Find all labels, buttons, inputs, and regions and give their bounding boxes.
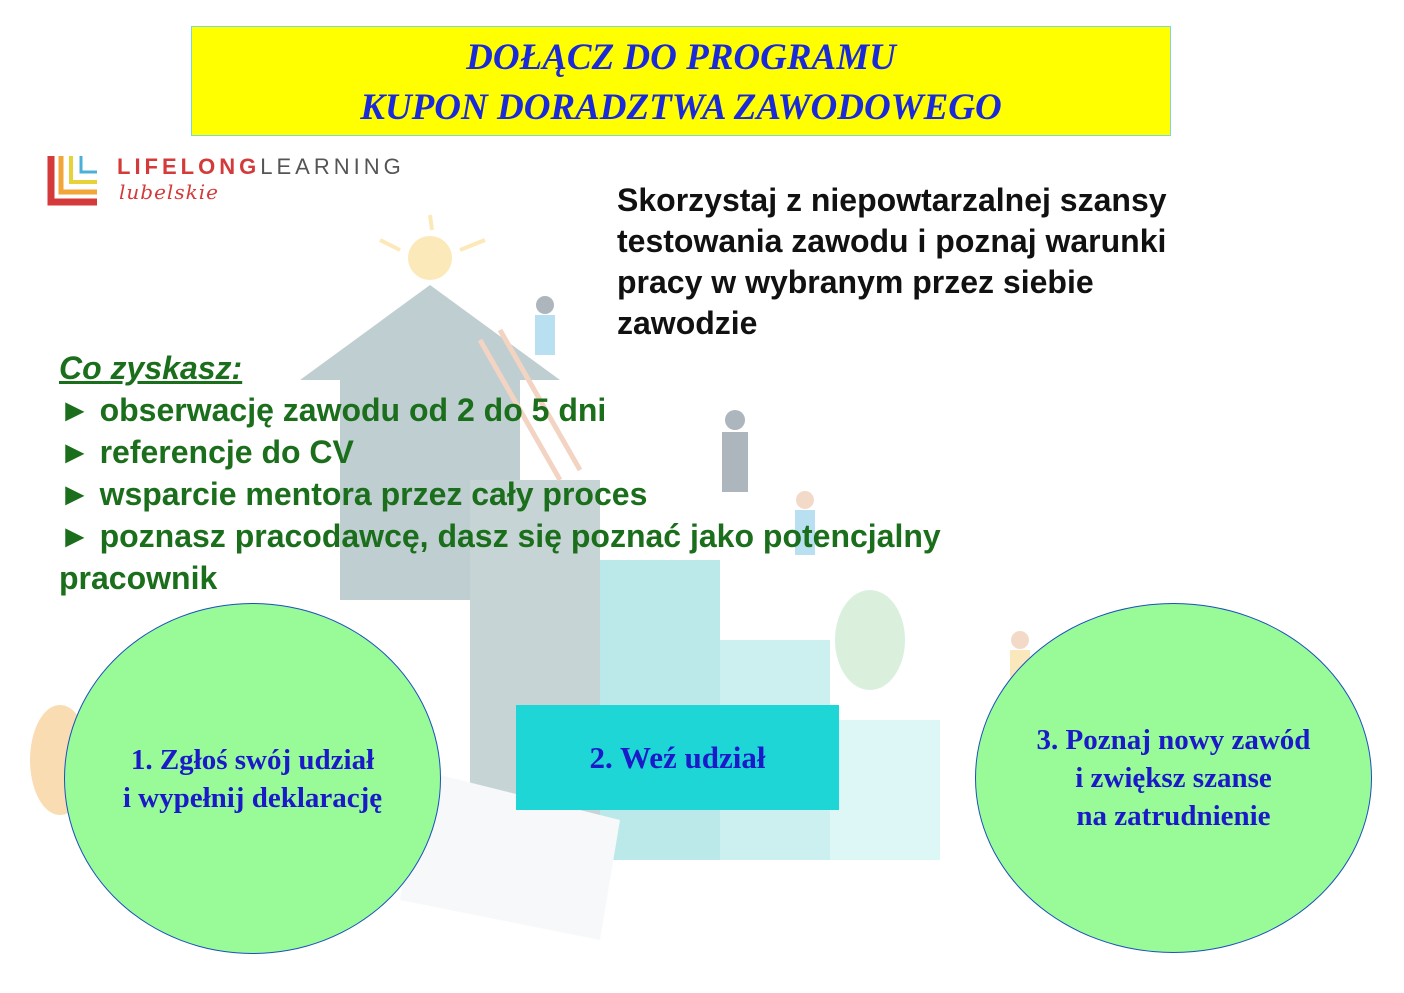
benefit-item: pracownik (59, 560, 218, 596)
step-2-box (516, 705, 839, 810)
lightbulb-icon (408, 236, 452, 280)
benefits-list (59, 347, 1139, 599)
person-icon (536, 296, 554, 314)
step-3-line-1: 3. Poznaj nowy zawód (1036, 724, 1311, 756)
step-3-line-3: na zatrudnienie (1076, 800, 1271, 832)
step-3-line-2: i zwiększ szanse (1075, 762, 1272, 794)
title-line-1: DOŁĄCZ DO PROGRAMU (466, 37, 896, 78)
step-1-line-2: i wypełnij deklarację (122, 781, 383, 814)
leaf-shape (835, 590, 905, 690)
benefit-item: ► poznasz pracodawcę, dasz się poznać jako potencjalny (59, 518, 941, 554)
step-2-label: 2. Weź udział (589, 739, 766, 775)
title-line-2: KUPON DORADZTWA ZAWODOWEGO (360, 87, 1002, 128)
logo-mark-icon (47, 152, 103, 208)
logo-part-2: LONG (180, 154, 261, 179)
program-title-banner (191, 26, 1171, 136)
logo-part-1: LIFE (117, 154, 181, 179)
intro-text (617, 180, 1297, 344)
step-3-circle (975, 603, 1372, 953)
step-1-line-1: 1. Zgłoś swój udział (130, 743, 375, 776)
intro-line: Skorzystaj z niepowtarzalnej szansy (617, 182, 1167, 218)
benefits-heading: Co zyskasz: (59, 350, 243, 386)
logo-part-3: LEARNING (260, 154, 405, 179)
intro-line: zawodzie (617, 305, 758, 341)
benefit-item: ► wsparcie mentora przez cały proces (59, 476, 648, 512)
logo-subtitle: lubelskie (119, 180, 219, 204)
lifelong-learning-logo (47, 152, 447, 212)
intro-line: testowania zawodu i poznaj warunki (617, 223, 1167, 259)
intro-line: pracy w wybranym przez siebie (617, 264, 1094, 300)
stair-block (830, 720, 940, 860)
benefit-item: ► obserwację zawodu od 2 do 5 dni (59, 392, 607, 428)
logo-wordmark (117, 154, 405, 180)
benefit-item: ► referencje do CV (59, 434, 354, 470)
step-1-circle (64, 603, 441, 954)
person-icon (1011, 631, 1029, 649)
